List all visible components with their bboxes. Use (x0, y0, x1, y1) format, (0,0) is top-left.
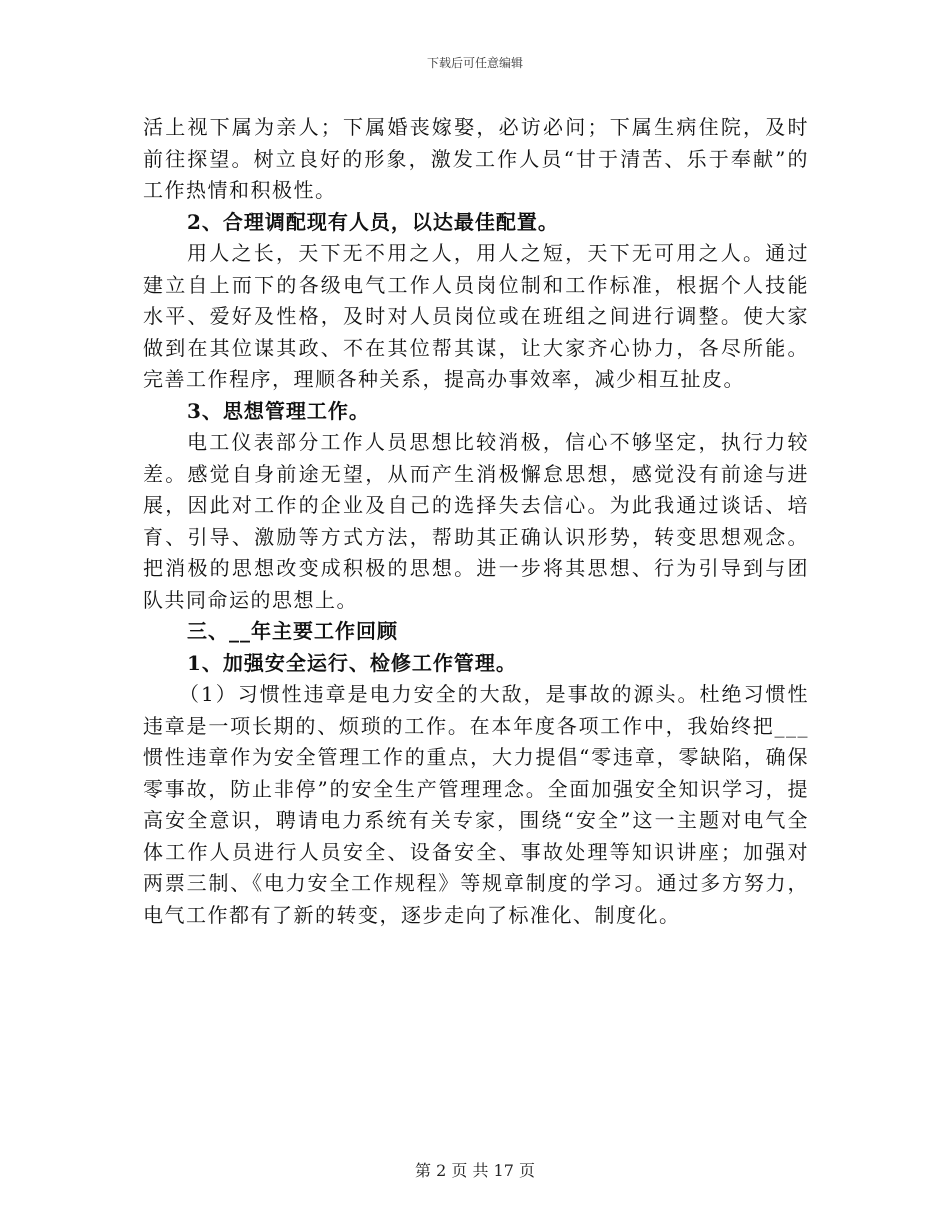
paragraph-staff-allocation: 用人之长，天下无不用之人，用人之短，天下无可用之人。通过建立自上而下的各级电气工作人员岗位制和工作标准，根据个人技能水平、爱好及性格，及时对人员岗位或在班组之间进行调整。使大家做到在其位谋其政、不在其位帮其谋，让大家齐心协力，各尽所能。完善工作程序，理顺各种关系，提高办事效率，减少相互扯皮。 (143, 241, 809, 391)
paragraph-ideology-management: 电工仪表部分工作人员思想比较消极，信心不够坚定，执行力较差。感觉自身前途无望，从而产生消极懈怠思想，感觉没有前途与进展，因此对工作的企业及自己的选择失去信心。为此我通过谈话、培育、引导、激励等方式方法，帮助其正确认识形势，转变思想观念。把消极的思想改变成积极的思想。进一步将其思想、行为引导到与团队共同命运的思想上。 (143, 430, 809, 612)
paragraph-safety-management: （1）习惯性违章是电力安全的大敌，是事故的源头。杜绝习惯性违章是一项长期的、烦琐的工作。在本年度各项工作中，我始终把___惯性违章作为安全管理工作的重点，大力提倡“零违章，零缺陷，确保零事故，防止非停”的安全生产管理理念。全面加强安全知识学习，提高安全意识，聘请电力系统有关专家，围绕“安全”这一主题对电气全体工作人员进行人员安全、设备安全、事故处理等知识讲座；加强对两票三制、《电力安全工作规程》等规章制度的学习。通过多方努力，电气工作都有了新的转变，逐步走向了标准化、制度化。 (143, 682, 809, 927)
subheading-safety-management: 1、加强安全运行、检修工作管理。 (187, 650, 517, 675)
page-number: 第 2 页 共 17 页 (415, 1161, 535, 1180)
document-body (143, 112, 809, 931)
page-header-note: 下载后可任意编辑 (426, 56, 523, 70)
paragraph-continued: 活上视下属为亲人；下属婚丧嫁娶，必访必问；下属生病住院，及时前往探望。树立良好的形象，激发工作人员“甘于清苦、乐于奉献”的工作热情和积极性。 (143, 115, 809, 202)
subheading-ideology-management: 3、思想管理工作。 (187, 398, 370, 423)
subheading-staff-allocation: 2、合理调配现有人员，以达最佳配置。 (187, 209, 559, 234)
section-heading-work-review: 三、__年主要工作回顾 (187, 619, 398, 643)
